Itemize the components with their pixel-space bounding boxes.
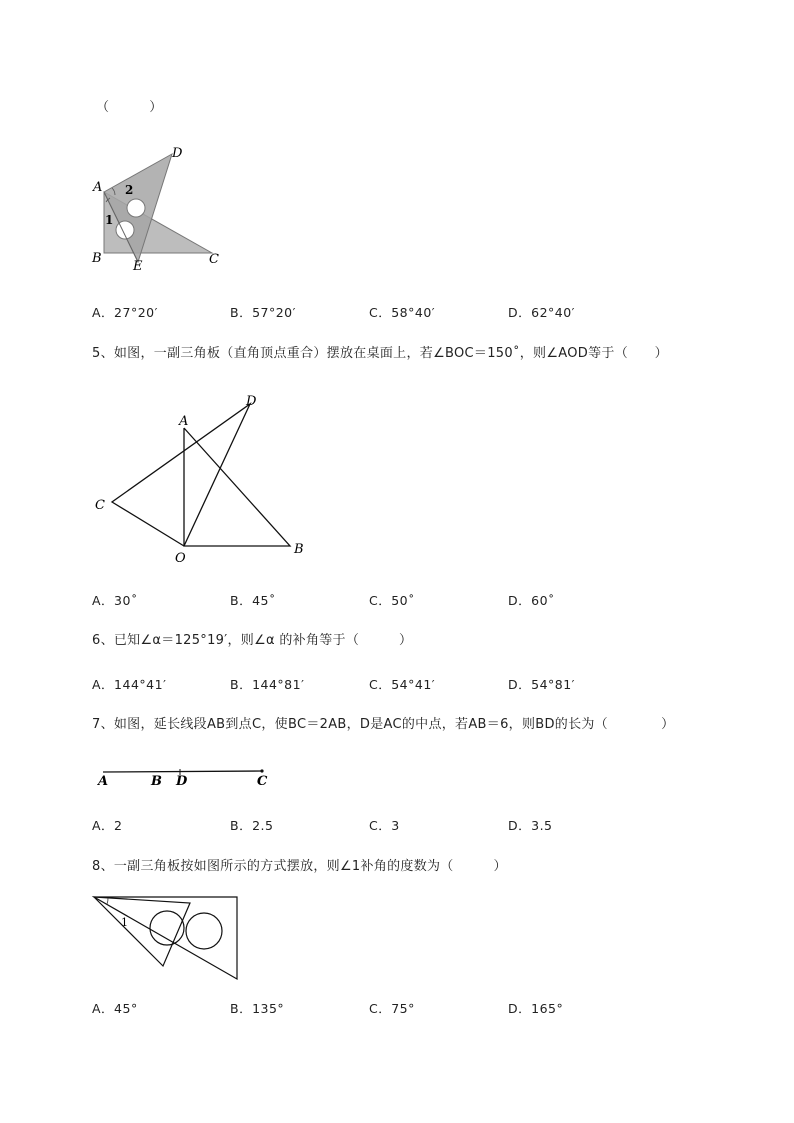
q4-answer-bracket: （ ） — [96, 100, 163, 115]
q5-label-c: C — [95, 498, 105, 513]
q4-option-b[interactable]: B．57°20′ — [230, 305, 296, 320]
q8-option-b[interactable]: B．135° — [230, 1001, 285, 1016]
q4-option-d[interactable]: D．62°40′ — [508, 305, 576, 320]
q6-option-c[interactable]: C．54°41′ — [369, 677, 436, 692]
q8-label-angle-1: 1 — [121, 916, 128, 929]
q7-label-d: D — [176, 774, 188, 789]
q5-option-d[interactable]: D．60˚ — [508, 593, 555, 608]
q5-figure — [90, 388, 320, 568]
q5-option-b[interactable]: B．45˚ — [230, 593, 276, 608]
q4-option-a[interactable]: A．27°20′ — [92, 305, 158, 320]
q4-label-d: D — [172, 146, 183, 161]
q5-label-d: D — [246, 394, 257, 409]
q8-stem: 8、一副三角板按如图所示的方式摆放，则∠1补角的度数为（ ） — [92, 859, 507, 874]
q7-label-c: C — [257, 774, 268, 789]
q7-figure — [92, 762, 282, 792]
q6-option-b[interactable]: B．144°81′ — [230, 677, 305, 692]
q8-option-d[interactable]: D．165° — [508, 1001, 564, 1016]
q4-option-c[interactable]: C．58°40′ — [369, 305, 436, 320]
q4-label-angle-2: 2 — [125, 183, 134, 197]
q5-label-a: A — [179, 414, 189, 429]
q8-figure — [92, 893, 242, 983]
q5-triangle-aob — [184, 428, 290, 546]
q5-option-c[interactable]: C．50˚ — [369, 593, 415, 608]
q7-label-a: A — [98, 774, 109, 789]
q7-segment-ac — [103, 771, 262, 772]
q5-label-b: B — [294, 542, 304, 557]
q4-label-a: A — [93, 180, 103, 195]
q4-hole-upper — [127, 199, 145, 217]
q4-label-angle-1: 1 — [105, 213, 114, 227]
q4-label-e: E — [133, 259, 143, 274]
q8-hole-right — [186, 913, 222, 949]
q4-figure — [88, 144, 228, 274]
q8-large-triangle — [94, 897, 237, 979]
q8-option-c[interactable]: C．75° — [369, 1001, 415, 1016]
q6-option-d[interactable]: D．54°81′ — [508, 677, 576, 692]
q7-option-d[interactable]: D．3.5 — [508, 818, 553, 833]
q7-option-b[interactable]: B．2.5 — [230, 818, 274, 833]
q7-option-a[interactable]: A．2 — [92, 818, 123, 833]
q5-stem: 5、如图，一副三角板（直角顶点重合）摆放在桌面上，若∠BOC＝150˚，则∠AOD等于（ ） — [92, 346, 668, 361]
q7-label-b: B — [151, 774, 162, 789]
q5-option-a[interactable]: A．30˚ — [92, 593, 138, 608]
q8-option-a[interactable]: A．45° — [92, 1001, 138, 1016]
q6-stem: 6、已知∠α＝125°19′，则∠α 的补角等于（ ） — [92, 633, 413, 648]
q4-label-c: C — [209, 252, 219, 267]
q7-stem: 7、如图，延长线段AB到点C，使BC＝2AB，D是AC的中点，若AB＝6，则BD的长为（ ） — [92, 717, 675, 732]
q5-label-o: O — [175, 551, 186, 566]
q6-option-a[interactable]: A．144°41′ — [92, 677, 167, 692]
q7-option-c[interactable]: C．3 — [369, 818, 400, 833]
q4-label-b: B — [92, 251, 102, 266]
q8-small-triangle — [94, 897, 190, 966]
